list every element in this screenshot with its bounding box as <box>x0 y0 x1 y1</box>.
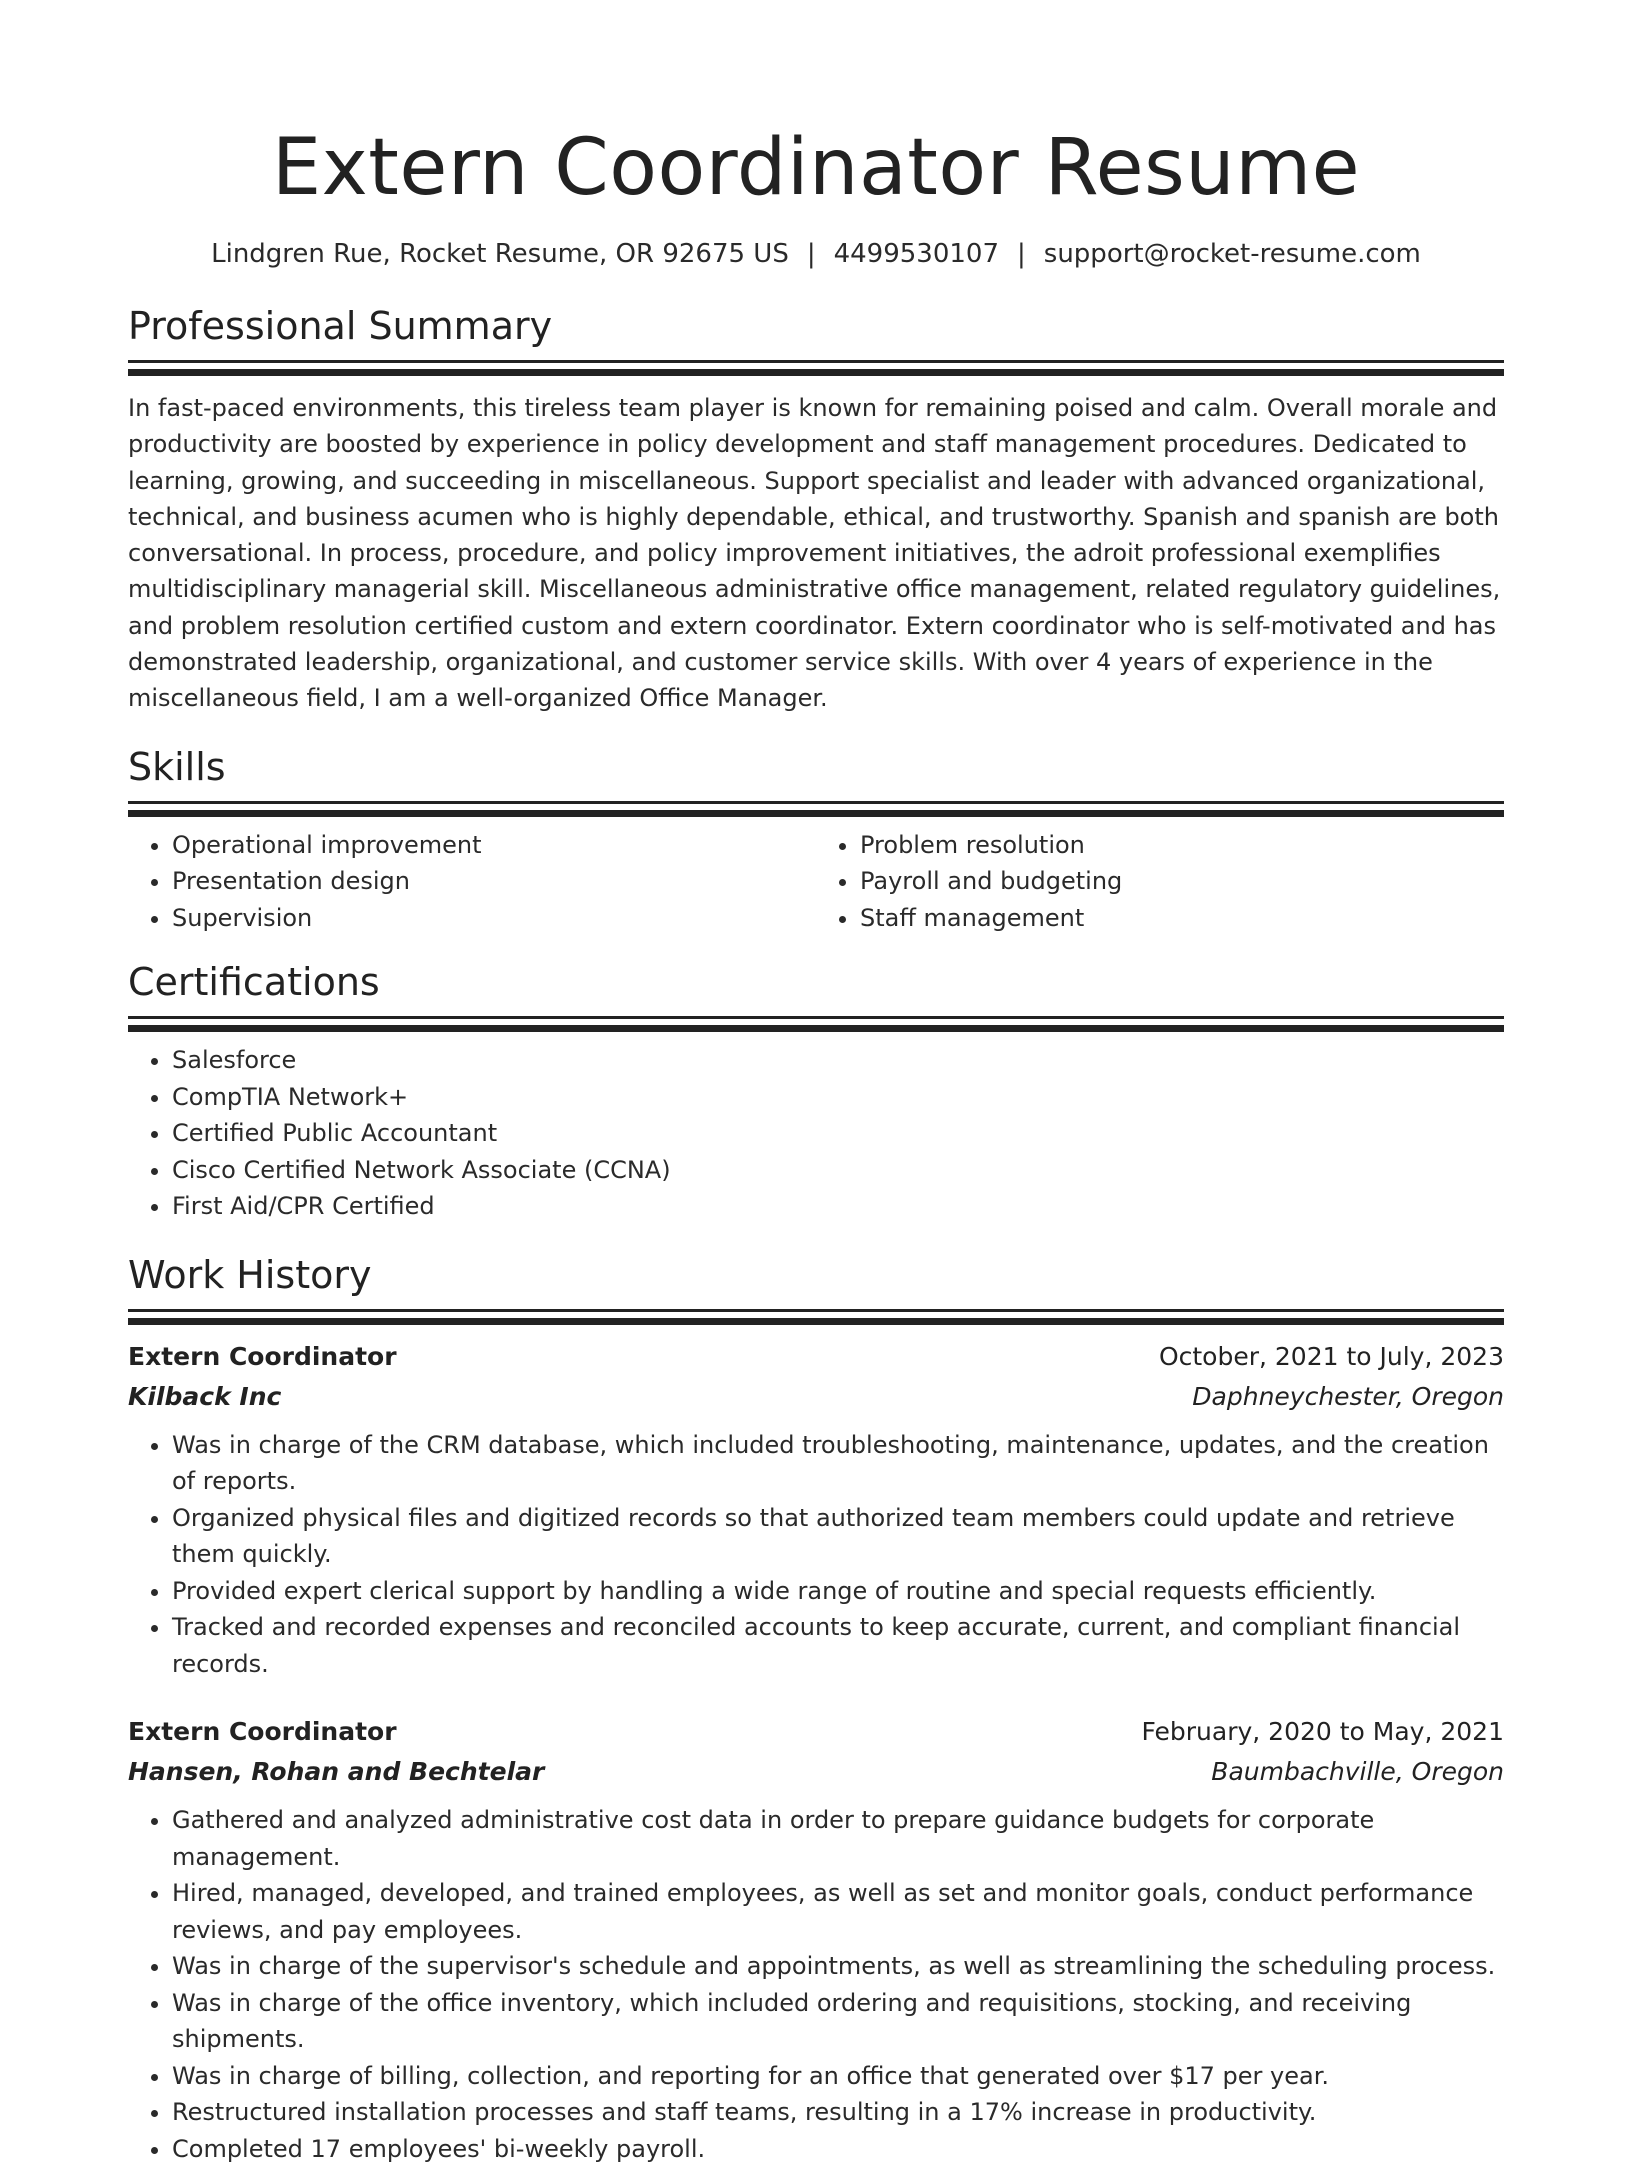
job-entry <box>128 1337 1504 1683</box>
job-bullet: • Was in charge of the office inventory, which included ordering and requisitions, stocking, and receiving shipments. <box>172 1985 1504 2058</box>
job-bullets <box>128 1802 1504 2167</box>
certification-item: • Certified Public Accountant <box>172 1115 1504 1152</box>
certification-item: • Cisco Certified Network Associate (CCNA) <box>172 1152 1504 1189</box>
contact-phone: 4499530107 <box>833 239 1000 269</box>
skills-heading: Skills <box>128 744 226 789</box>
skills-list-right <box>816 827 1504 937</box>
section-divider-thick <box>128 1318 1504 1325</box>
skill-item: • Presentation design <box>172 863 816 900</box>
job-title: Extern Coordinator <box>128 1341 397 1371</box>
certifications-heading: Certifications <box>128 960 380 1005</box>
section-divider <box>128 360 1504 363</box>
job-title: Extern Coordinator <box>128 1717 397 1747</box>
certifications-section <box>128 958 1504 1225</box>
job-bullet: • Tracked and recorded expenses and reconciled accounts to keep accurate, current, and compliant financial records. <box>172 1609 1504 1682</box>
summary-text: In fast-paced environments, this tireless team player is known for remaining poised and calm. Overall morale and productivity are boosted by experience in policy development and staff management procedures. Dedicated to learning, growing, and succeeding in miscellaneous. Support specialist and leader with advanced organizational, technical, and business acumen who is highly dependable, ethical, and trustworthy. Spanish and spanish are both conversational. In process, procedure, and policy improvement initiatives, the adroit professional exemplifies multidisciplinary managerial skill. Miscellaneous administrative office management, related regulatory guidelines, and problem resolution certified custom and extern coordinator. Extern coordinator who is self-motivated and has demonstrated leadership, organizational, and customer service skills. With over 4 years of experience in the miscellaneous field, I am a well-organized Office Manager. <box>128 394 1501 713</box>
contact-address: Lindgren Rue, Rocket Resume, OR 92675 US <box>211 239 789 269</box>
job-bullet: • Was in charge of the supervisor's schedule and appointments, as well as streamlining the scheduling process. <box>172 1948 1504 1985</box>
job-location: Daphneychester, Oregon <box>1192 1381 1504 1411</box>
section-divider <box>128 801 1504 804</box>
skill-item: • Operational improvement <box>172 827 816 864</box>
job-dates: February, 2020 to May, 2021 <box>1141 1717 1504 1747</box>
job-bullet: • Restructured installation processes and staff teams, resulting in a 17% increase in productivity. <box>172 2094 1504 2131</box>
contact-email: support@rocket-resume.com <box>1043 239 1421 269</box>
job-bullet: • Hired, managed, developed, and trained employees, as well as set and monitor goals, conduct performance reviews, and pay employees. <box>172 1875 1504 1948</box>
job-bullet: • Gathered and analyzed administrative cost data in order to prepare guidance budgets for corporate management. <box>172 1802 1504 1875</box>
skill-item: • Problem resolution <box>860 827 1504 864</box>
job-bullet: • Was in charge of the CRM database, which included troubleshooting, maintenance, updates, and the creation of reports. <box>172 1427 1504 1500</box>
certification-item: • First Aid/CPR Certified <box>172 1188 1504 1225</box>
section-divider-thick <box>128 810 1504 817</box>
section-divider-thick <box>128 1025 1504 1032</box>
section-divider-thick <box>128 369 1504 376</box>
work-history-heading: Work History <box>128 1252 372 1297</box>
job-bullet: • Provided expert clerical support by handling a wide range of routine and special requests efficiently. <box>172 1573 1504 1610</box>
job-company-row <box>128 1752 1504 1792</box>
job-bullets <box>128 1427 1504 1683</box>
summary-section <box>128 302 1504 717</box>
job-company: Kilback Inc <box>128 1381 282 1411</box>
work-history-section <box>128 1251 1504 2167</box>
contact-separator: | <box>1017 239 1026 269</box>
job-bullet: • Organized physical files and digitized records so that authorized team members could update and retrieve them quickly. <box>172 1500 1504 1573</box>
job-bullet: • Completed 17 employees' bi-weekly payroll. <box>172 2131 1504 2167</box>
contact-line <box>128 236 1504 272</box>
job-company: Hansen, Rohan and Bechtelar <box>128 1757 545 1787</box>
section-divider <box>128 1016 1504 1019</box>
job-dates: October, 2021 to July, 2023 <box>1158 1341 1504 1371</box>
summary-heading: Professional Summary <box>128 304 553 348</box>
contact-separator: | <box>806 239 816 269</box>
job-location: Baumbachville, Oregon <box>1211 1757 1504 1787</box>
skills-list-left <box>128 827 816 937</box>
job-header-row <box>128 1712 1504 1752</box>
job-entry <box>128 1712 1504 2167</box>
section-divider <box>128 1309 1504 1312</box>
certification-item: • Salesforce <box>172 1042 1504 1079</box>
skill-item: • Payroll and budgeting <box>860 863 1504 900</box>
skills-grid <box>128 817 1504 937</box>
resume-title: Extern Coordinator Resume <box>271 123 1361 213</box>
job-header-row <box>128 1337 1504 1377</box>
skill-item: • Staff management <box>860 900 1504 937</box>
resume-page <box>128 0 1504 2167</box>
job-bullet: • Was in charge of billing, collection, and reporting for an office that generated over $17 per year. <box>172 2058 1504 2095</box>
certifications-list <box>128 1042 1504 1225</box>
job-company-row <box>128 1377 1504 1417</box>
skill-item: • Supervision <box>172 900 816 937</box>
certification-item: • CompTIA Network+ <box>172 1079 1504 1116</box>
skills-section <box>128 743 1504 937</box>
